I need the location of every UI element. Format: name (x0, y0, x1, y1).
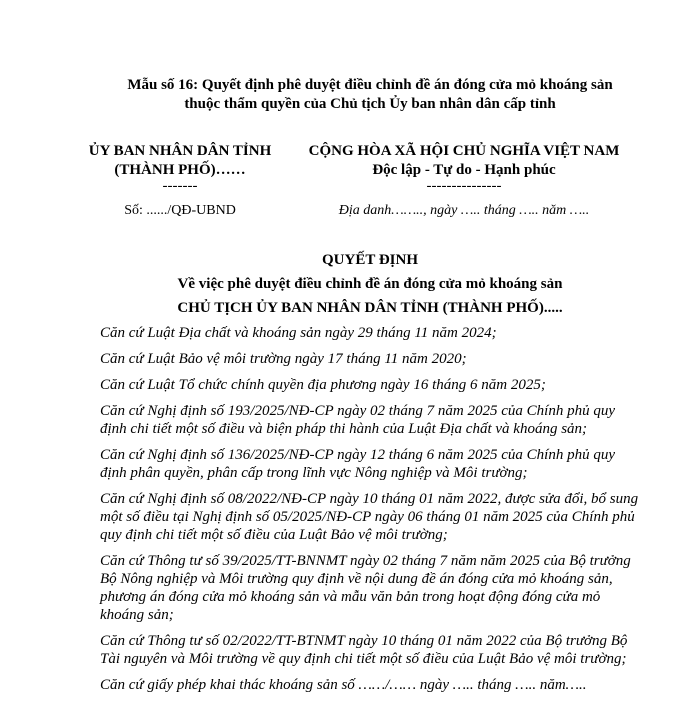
authority-city: (THÀNH PHỐ)…… (114, 162, 246, 178)
legal-basis-item: Căn cứ Luật Địa chất và khoáng sản ngày 29 tháng 11 năm 2024; (100, 325, 497, 341)
legal-basis-item: Căn cứ Luật Bảo vệ môi trường ngày 17 tháng 11 năm 2020; (100, 351, 467, 367)
legal-basis-item: Căn cứ Nghị định số 08/2022/NĐ-CP ngày 10 tháng 01 năm 2022, được sửa đổi, bổ sung một số điều tại Nghị định số 05/2025/NĐ-CP ngày 06 tháng 01 năm 2025 của Chính phủ quy định chi tiết một số điều của Luật Bảo vệ môi trường; (100, 491, 639, 543)
legal-basis-item: Căn cứ Nghị định số 193/2025/NĐ-CP ngày 02 tháng 7 năm 2025 của Chính phủ quy định chi tiết một số điều và biện pháp thi hành của Luật Địa chất và khoáng sản; (100, 403, 615, 437)
place-and-date: Địa danh…….., ngày ….. tháng ….. năm ….. (338, 203, 590, 218)
national-motto-header (292, 142, 636, 194)
national-motto: Độc lập - Tự do - Hạnh phúc (372, 162, 556, 178)
legal-basis-item: Căn cứ Nghị định số 136/2025/NĐ-CP ngày 12 tháng 6 năm 2025 của Chính phủ quy định phân quyền, phân cấp trong lĩnh vực Nông nghiệp và Môi trường; (100, 447, 615, 481)
form-title (60, 76, 680, 114)
decision-title: QUYẾT ĐỊNH (322, 252, 418, 268)
legal-basis-item: Căn cứ Thông tư số 02/2022/TT-BTNMT ngày 10 tháng 01 năm 2022 của Bộ trưởng Bộ Tài nguyên và Môi trường về quy định chi tiết một số điều của Luật Bảo vệ môi trường; (100, 633, 628, 667)
authority-divider: ------- (162, 178, 198, 194)
decision-subject: Về việc phê duyệt điều chỉnh đề án đóng cửa mỏ khoáng sản (177, 276, 563, 292)
legal-bases (100, 324, 640, 702)
form-title-line-2: thuộc thẩm quyền của Chủ tịch Ủy ban nhân dân cấp tỉnh (184, 96, 556, 112)
issuing-authority-header (86, 142, 274, 194)
authority-name: ỦY BAN NHÂN DÂN TỈNH (88, 143, 272, 159)
legal-basis-item: Căn cứ Thông tư số 39/2025/TT-BNNMT ngày 02 tháng 7 năm năm 2025 của Bộ trưởng Bộ Nông nghiệp và Môi trường quy định về nội dung đề án đóng cửa mỏ khoáng sản, phương án đóng cửa mỏ khoáng sản và mẫu văn bản trong hoạt động đóng cửa mỏ khoáng sản; (100, 553, 631, 623)
form-title-line-1: Mẫu số 16: Quyết định phê duyệt điều chỉnh đề án đóng cửa mỏ khoáng sản (127, 77, 613, 93)
document-number: Số: ....../QĐ-UBND (124, 203, 236, 218)
motto-divider: --------------- (426, 178, 502, 194)
country-name: CỘNG HÒA XÃ HỘI CHỦ NGHĨA VIỆT NAM (308, 143, 620, 159)
legal-basis-item: Căn cứ giấy phép khai thác khoáng sản số ……/…… ngày ….. tháng ….. năm….. (100, 677, 587, 693)
legal-basis-item: Căn cứ Luật Tổ chức chính quyền địa phương ngày 16 tháng 6 năm 2025; (100, 377, 546, 393)
decision-authority: CHỦ TỊCH ỦY BAN NHÂN DÂN TỈNH (THÀNH PHỐ)..... (177, 300, 563, 316)
